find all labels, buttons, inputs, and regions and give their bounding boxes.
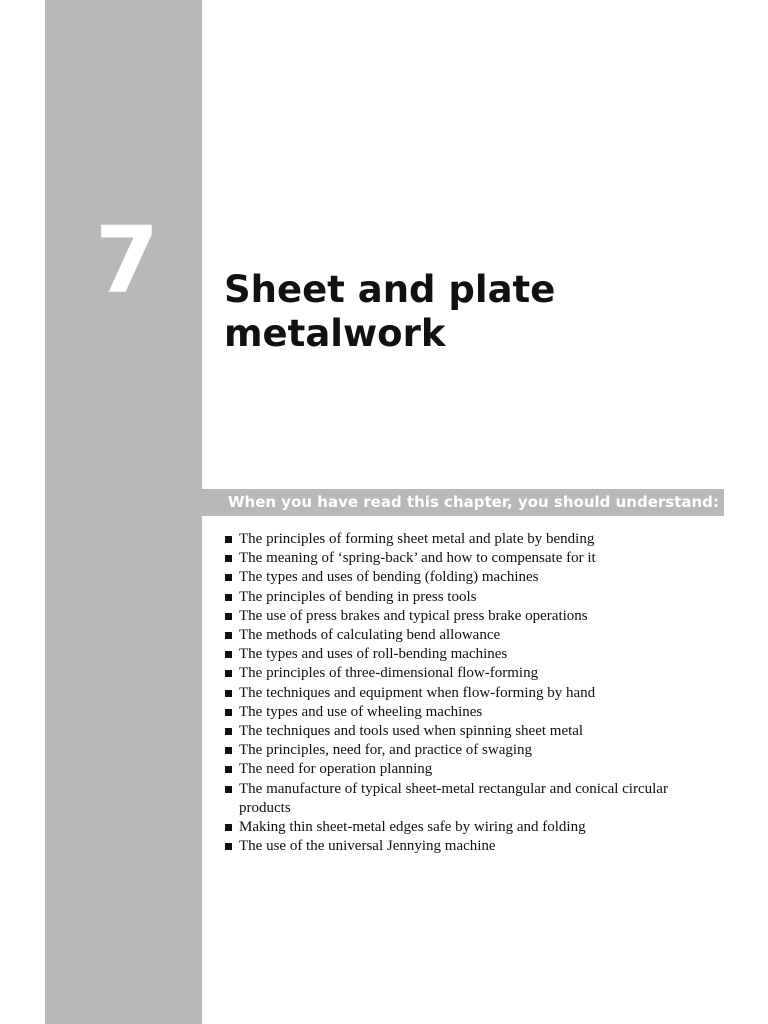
list-item: [224, 664, 704, 683]
list-item-text: The manufacture of typical sheet-metal rectangular and conical circular products: [239, 780, 668, 816]
list-item: [224, 626, 704, 645]
list-item-text: The techniques and equipment when flow-forming by hand: [239, 684, 596, 701]
square-bullet-icon: [225, 824, 232, 831]
list-item: [224, 568, 704, 587]
list-item: [224, 607, 704, 626]
list-item: [224, 549, 704, 568]
square-bullet-icon: [225, 651, 232, 658]
list-item: [224, 588, 704, 607]
square-bullet-icon: [225, 632, 232, 639]
objectives-header: When you have read this chapter, you should understand:: [202, 489, 724, 516]
list-item-text: The meaning of ‘spring-back’ and how to compensate for it: [239, 550, 596, 567]
square-bullet-icon: [225, 747, 232, 754]
square-bullet-icon: [225, 536, 232, 543]
list-item-text: The use of press brakes and typical press brake operations: [239, 607, 588, 624]
list-item-text: The types and uses of bending (folding) machines: [239, 569, 539, 586]
list-item: [224, 684, 704, 703]
list-item-text: The principles of bending in press tools: [239, 588, 477, 605]
square-bullet-icon: [225, 690, 232, 697]
list-item: [224, 818, 704, 837]
square-bullet-icon: [225, 766, 232, 773]
list-item-text: The methods of calculating bend allowance: [239, 627, 501, 644]
list-item-text: The principles, need for, and practice of swaging: [239, 742, 533, 759]
list-item-text: The principles of three-dimensional flow-forming: [239, 665, 539, 682]
list-item-text: The types and use of wheeling machines: [239, 703, 483, 720]
square-bullet-icon: [225, 670, 232, 677]
list-item-text: Making thin sheet-metal edges safe by wiring and folding: [239, 819, 586, 836]
chapter-number: 7: [95, 207, 160, 314]
list-item-text: The use of the universal Jennying machine: [239, 838, 496, 855]
list-item: [224, 760, 704, 779]
list-item-text: The principles of forming sheet metal and plate by bending: [239, 531, 595, 547]
chapter-title-line-1: Sheet and plate: [224, 268, 556, 311]
list-item-text: The need for operation planning: [239, 761, 433, 778]
square-bullet-icon: [225, 613, 232, 620]
list-item-text: The techniques and tools used when spinning sheet metal: [239, 723, 584, 740]
list-item: [224, 645, 704, 664]
square-bullet-icon: [225, 555, 232, 562]
objectives-list: [224, 530, 704, 856]
chapter-sidebar-band: [45, 0, 202, 1024]
list-item: [224, 530, 704, 549]
chapter-title: [224, 268, 555, 356]
list-item: [224, 780, 704, 818]
chapter-title-line-2: metalwork: [224, 312, 446, 355]
square-bullet-icon: [225, 786, 232, 793]
square-bullet-icon: [225, 843, 232, 850]
list-item: [224, 741, 704, 760]
square-bullet-icon: [225, 594, 232, 601]
list-item: [224, 837, 704, 856]
square-bullet-icon: [225, 728, 232, 735]
list-item: [224, 722, 704, 741]
list-item: [224, 703, 704, 722]
square-bullet-icon: [225, 574, 232, 581]
square-bullet-icon: [225, 709, 232, 716]
list-item-text: The types and uses of roll-bending machines: [239, 646, 508, 663]
